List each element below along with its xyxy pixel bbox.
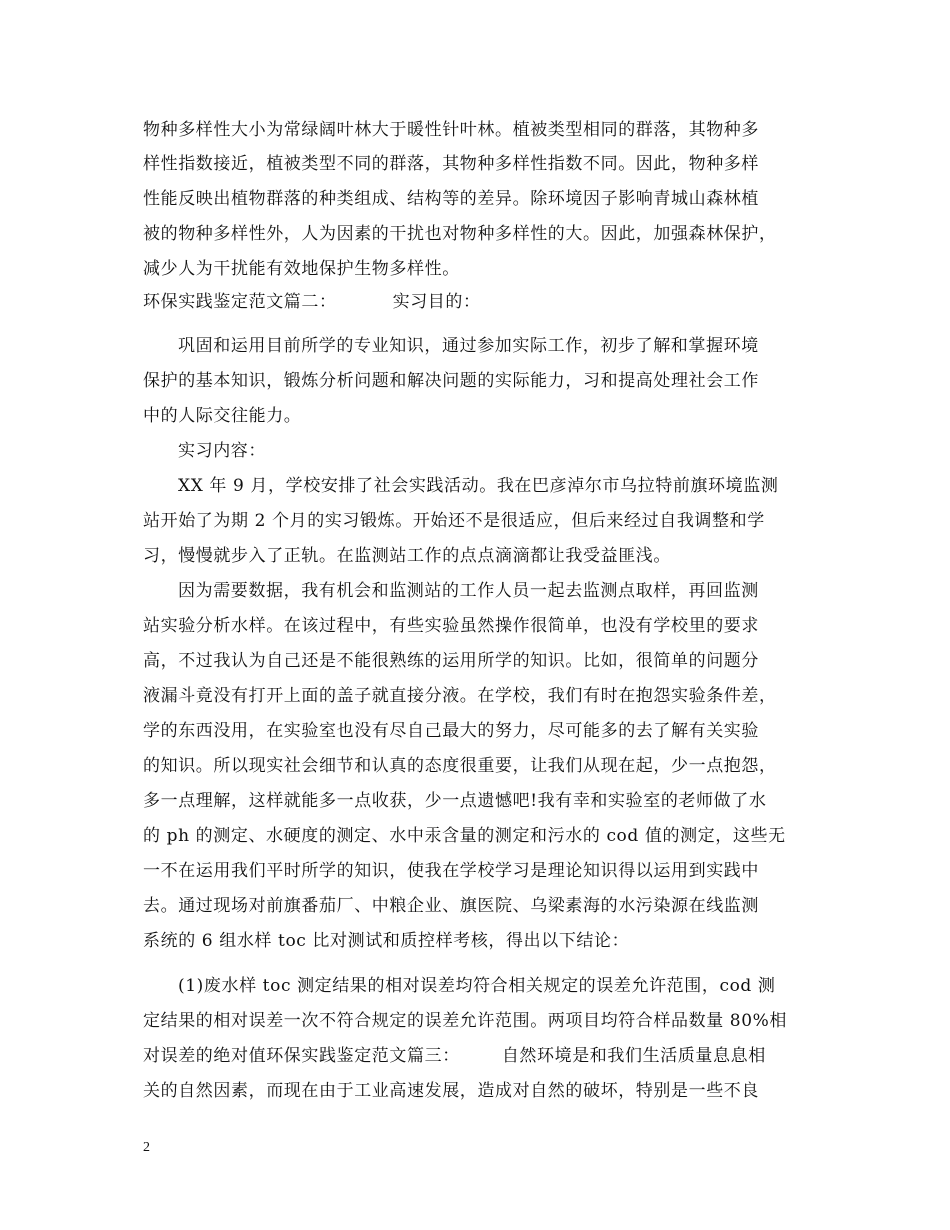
- paragraph-1-line-4: 被的物种多样性外，人为因素的干扰也对物种多样性的大。因此，加强森林保护，: [143, 224, 777, 244]
- paragraph-data-line-10: 去。通过现场对前旗番茄厂、中粮企业、旗医院、乌梁素海的水污染源在线监测: [143, 896, 759, 916]
- paragraph-1-line-3: 性能反映出植物群落的种类组成、结构等的差异。除环境因子影响青城山森林植: [143, 189, 759, 209]
- paragraph-data-line-3: 高，不过我认为自己还是不能很熟练的运用所学的知识。比如，很简单的问题分: [143, 651, 759, 671]
- paragraph-1-line-5: 减少人为干扰能有效地保护生物多样性。: [143, 259, 460, 279]
- paragraph-data-line-6: 的知识。所以现实社会细节和认真的态度很重要，让我们从现在起，少一点抱怨，: [143, 756, 777, 776]
- paragraph-xx-line-2: 站开始了为期 2 个月的实习锻炼。开始还不是很适应，但后来经过自我调整和学: [143, 511, 765, 531]
- page-number: 2: [143, 1140, 150, 1155]
- purpose-line-2: 保护的基本知识，锻炼分析问题和解决问题的实际能力，习和提高处理社会工作: [143, 371, 759, 391]
- paragraph-xx-line-3: 习，慢慢就步入了正轨。在监测站工作的点点滴滴都让我受益匪浅。: [143, 546, 671, 566]
- purpose-line-1: 巩固和运用目前所学的专业知识，通过参加实际工作，初步了解和掌握环境: [178, 336, 759, 356]
- paragraph-result-line-3-continuation: 自然环境是和我们生活质量息息相: [501, 1046, 766, 1066]
- paragraph-xx-line-1: XX 年 9 月，学校安排了社会实践活动。我在巴彦淖尔市乌拉特前旗环境监测: [178, 476, 779, 496]
- paragraph-result-line-3-start: 对误差的绝对值环保实践鉴定范文篇三：: [143, 1046, 460, 1066]
- paragraph-data-line-9: 一不在运用我们平时所学的知识，使我在学校学习是理论知识得以运用到实践中: [143, 861, 759, 881]
- section-heading-2: [143, 292, 481, 312]
- section-heading-2-subtitle: 实习目的：: [392, 292, 481, 312]
- paragraph-data-line-11: 系统的 6 组水样 toc 比对测试和质控样考核，得出以下结论：: [143, 931, 630, 951]
- paragraph-result-line-1: (1)废水样 toc 测定结果的相对误差均符合相关规定的误差允许范围，cod 测: [178, 976, 776, 996]
- content-heading: 实习内容：: [178, 441, 266, 461]
- paragraph-result-line-2: 定结果的相对误差一次不符合规定的误差允许范围。两项目均符合样品数量 80%相: [143, 1011, 787, 1031]
- paragraph-data-line-2: 站实验分析水样。在该过程中，有些实验虽然操作很简单，也没有学校里的要求: [143, 616, 759, 636]
- paragraph-data-line-4: 液漏斗竟没有打开上面的盖子就直接分液。在学校，我们有时在抱怨实验条件差，: [143, 686, 777, 706]
- section-heading-2-title: 环保实践鉴定范文篇二：: [143, 292, 337, 312]
- paragraph-1-line-2: 样性指数接近，植被类型不同的群落，其物种多样性指数不同。因此，物种多样: [143, 154, 759, 174]
- paragraph-result-line-4: 关的自然因素，而现在由于工业高速发展，造成对自然的破坏，特别是一些不良: [143, 1081, 759, 1101]
- paragraph-1-line-1: 物种多样性大小为常绿阔叶林大于暖性针叶林。植被类型相同的群落，其物种多: [143, 120, 759, 140]
- paragraph-result-line-3: [143, 1046, 766, 1066]
- paragraph-data-line-7: 多一点理解，这样就能多一点收获，少一点遗憾吧!我有幸和实验室的老师做了水: [143, 791, 767, 811]
- purpose-line-3: 中的人际交往能力。: [143, 406, 302, 426]
- paragraph-data-line-8: 的 ph 的测定、水硬度的测定、水中汞含量的测定和污水的 cod 值的测定，这些无: [143, 826, 786, 846]
- paragraph-data-line-5: 学的东西没用，在实验室也没有尽自己最大的努力，尽可能多的去了解有关实验: [143, 721, 759, 741]
- paragraph-data-line-1: 因为需要数据，我有机会和监测站的工作人员一起去监测点取样，再回监测: [178, 581, 759, 601]
